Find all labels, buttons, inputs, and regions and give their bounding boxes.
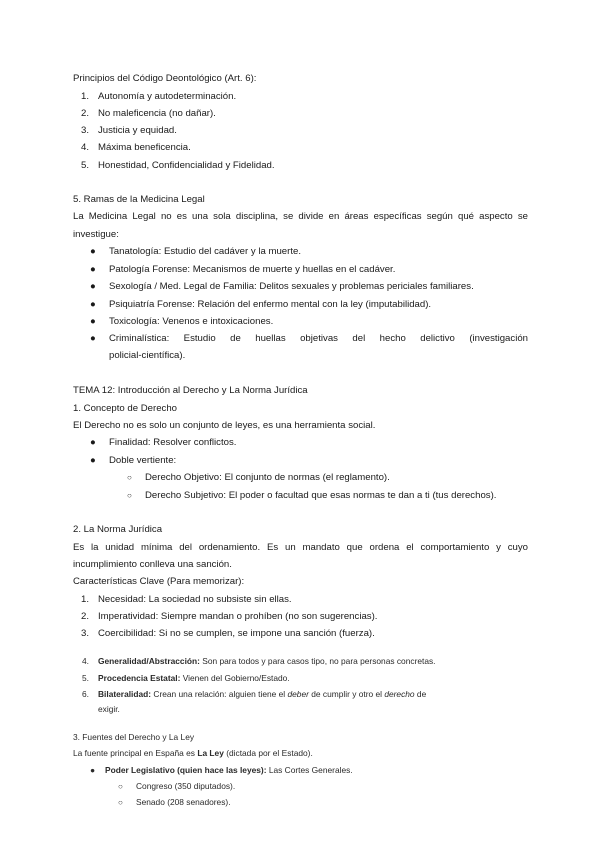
circle-bullet-icon: ○	[118, 782, 123, 791]
list-item	[90, 313, 273, 331]
item-number: 6.	[82, 689, 89, 699]
bullet-icon: ●	[90, 316, 96, 327]
list-item	[90, 762, 353, 780]
list-item-text-line-2: policial-científica).	[109, 350, 186, 361]
item-number: 5.	[80, 160, 89, 171]
item-number: 4.	[82, 656, 89, 666]
list-item	[90, 296, 431, 314]
item-text: Justicia y equidad.	[98, 125, 177, 136]
item-text: Derecho Objetivo: El conjunto de normas (el reglamento).	[145, 472, 390, 483]
item-text: Honestidad, Confidencialidad y Fidelidad.	[98, 160, 275, 171]
item-text: Sexología / Med. Legal de Familia: Delitos sexuales y problemas periciales familiares.	[109, 281, 474, 292]
bullet-icon: ●	[90, 281, 96, 292]
item-bold-label: Generalidad/Abstracción:	[98, 656, 200, 666]
bullet-icon: ●	[90, 333, 96, 344]
list-item	[90, 261, 395, 279]
section-title: TEMA 12: Introducción al Derecho y La Norma Jurídica	[73, 385, 308, 396]
bullet-icon: ●	[90, 455, 96, 466]
paragraph-text: La fuente principal en España es	[73, 748, 195, 758]
item-text: Psiquiatría Forense: Relación del enfermo mental con la ley (imputabilidad).	[109, 299, 432, 310]
principios-title: Principios del Código Deontológico (Art. 6):	[73, 73, 257, 84]
item-text: Máxima beneficencia.	[98, 142, 191, 153]
characteristic-item	[73, 670, 290, 688]
item-bold-label: Procedencia Estatal:	[98, 673, 181, 683]
paragraph-text: (dictada por el Estado).	[226, 748, 313, 758]
item-text: Imperatividad: Siempre mandan o prohíben (no son sugerencias).	[98, 611, 378, 622]
item-number: 4.	[80, 142, 89, 153]
item-text: de	[416, 689, 427, 699]
characteristic-item	[73, 625, 375, 643]
list-item	[90, 243, 301, 261]
item-number: 1.	[80, 91, 89, 102]
bullet-icon: ●	[90, 765, 96, 775]
circle-bullet-icon: ○	[118, 798, 123, 807]
principios-item	[73, 122, 177, 140]
paragraph: El Derecho no es solo un conjunto de leyes, es una herramienta social.	[73, 420, 376, 431]
item-text: Derecho Subjetivo: El poder o facultad que esas normas te dan a ti (tus derechos).	[145, 490, 497, 501]
bullet-icon: ●	[90, 437, 96, 448]
item-text: Senado (208 senadores).	[136, 797, 231, 807]
item-text: Tanatología: Estudio del cadáver y la muerte.	[109, 246, 301, 257]
item-text: Toxicología: Venenos e intoxicaciones.	[109, 316, 274, 327]
characteristic-item	[73, 686, 426, 704]
principios-item	[73, 139, 191, 157]
item-text: Necesidad: La sociedad no subsiste sin ellas.	[98, 594, 292, 605]
item-number: 2.	[80, 611, 89, 622]
list-item	[90, 452, 176, 470]
item-text: de cumplir y otro el	[311, 689, 382, 699]
paragraph-bold: La Ley	[197, 748, 224, 758]
item-text: Congreso (350 diputados).	[136, 781, 236, 791]
sub-list-item	[118, 778, 235, 796]
item-text: Vienen del Gobierno/Estado.	[182, 673, 290, 683]
principios-item	[73, 157, 275, 175]
subsection-title: 3. Fuentes del Derecho y La Ley	[73, 732, 195, 742]
sub-list-item	[127, 487, 496, 505]
item-number: 3.	[80, 125, 89, 136]
item-number: 1.	[80, 594, 89, 605]
ramas-intro-line-2: investigue:	[73, 229, 119, 240]
principios-item	[73, 88, 236, 106]
list-item	[90, 278, 474, 296]
item-italic: deber	[287, 689, 309, 699]
item-text: Finalidad: Resolver conflictos.	[109, 437, 237, 448]
bullet-icon: ●	[90, 299, 96, 310]
list-item	[90, 434, 236, 452]
item-bold-label: Bilateralidad:	[98, 689, 152, 699]
item-number: 2.	[80, 108, 89, 119]
bullet-icon: ●	[90, 264, 96, 275]
characteristic-item	[73, 608, 377, 626]
subsection-title: 1. Concepto de Derecho	[73, 403, 177, 414]
subsection-title: 2. La Norma Jurídica	[73, 524, 163, 535]
item-text: Las Cortes Generales.	[268, 765, 353, 775]
item-continuation: exigir.	[98, 704, 120, 714]
characteristic-item	[73, 653, 436, 671]
ramas-intro-line-1: La Medicina Legal no es una sola disciplina, se divide en áreas específicas según qué aspecto se	[73, 211, 528, 222]
principios-item	[73, 105, 216, 123]
item-text: Autonomía y autodeterminación.	[98, 91, 237, 102]
item-text: Coercibilidad: Si no se cumplen, se impone una sanción (fuerza).	[98, 628, 375, 639]
item-text: Patología Forense: Mecanismos de muerte y huellas en el cadáver.	[109, 264, 396, 275]
characteristics-title: Características Clave (Para memorizar):	[73, 576, 245, 587]
item-bold-label: Poder Legislativo (quien hace las leyes):	[105, 765, 267, 775]
item-text: Crean una relación: alguien tiene el	[153, 689, 286, 699]
circle-bullet-icon: ○	[127, 473, 132, 482]
sub-list-item	[118, 794, 231, 812]
ramas-title: 5. Ramas de la Medicina Legal	[73, 194, 205, 205]
circle-bullet-icon: ○	[127, 491, 132, 500]
item-italic: derecho	[384, 689, 415, 699]
item-number: 5.	[82, 673, 89, 683]
list-item-text-line-1: Criminalística: Estudio de huellas objetivas del hecho delictivo (investigación	[109, 333, 528, 344]
paragraph-line-2: incumplimiento conlleva una sanción.	[73, 559, 232, 570]
item-text: No maleficencia (no dañar).	[98, 108, 216, 119]
item-number: 3.	[80, 628, 89, 639]
paragraph-line-1: Es la unidad mínima del ordenamiento. Es un mandato que ordena el comportamiento y cuyo	[73, 542, 528, 553]
item-text: Son para todos y para casos tipo, no para personas concretas.	[202, 656, 436, 666]
paragraph	[73, 745, 313, 763]
sub-list-item	[127, 469, 390, 487]
characteristic-item	[73, 591, 292, 609]
item-text: Doble vertiente:	[109, 455, 177, 466]
bullet-icon: ●	[90, 246, 96, 257]
